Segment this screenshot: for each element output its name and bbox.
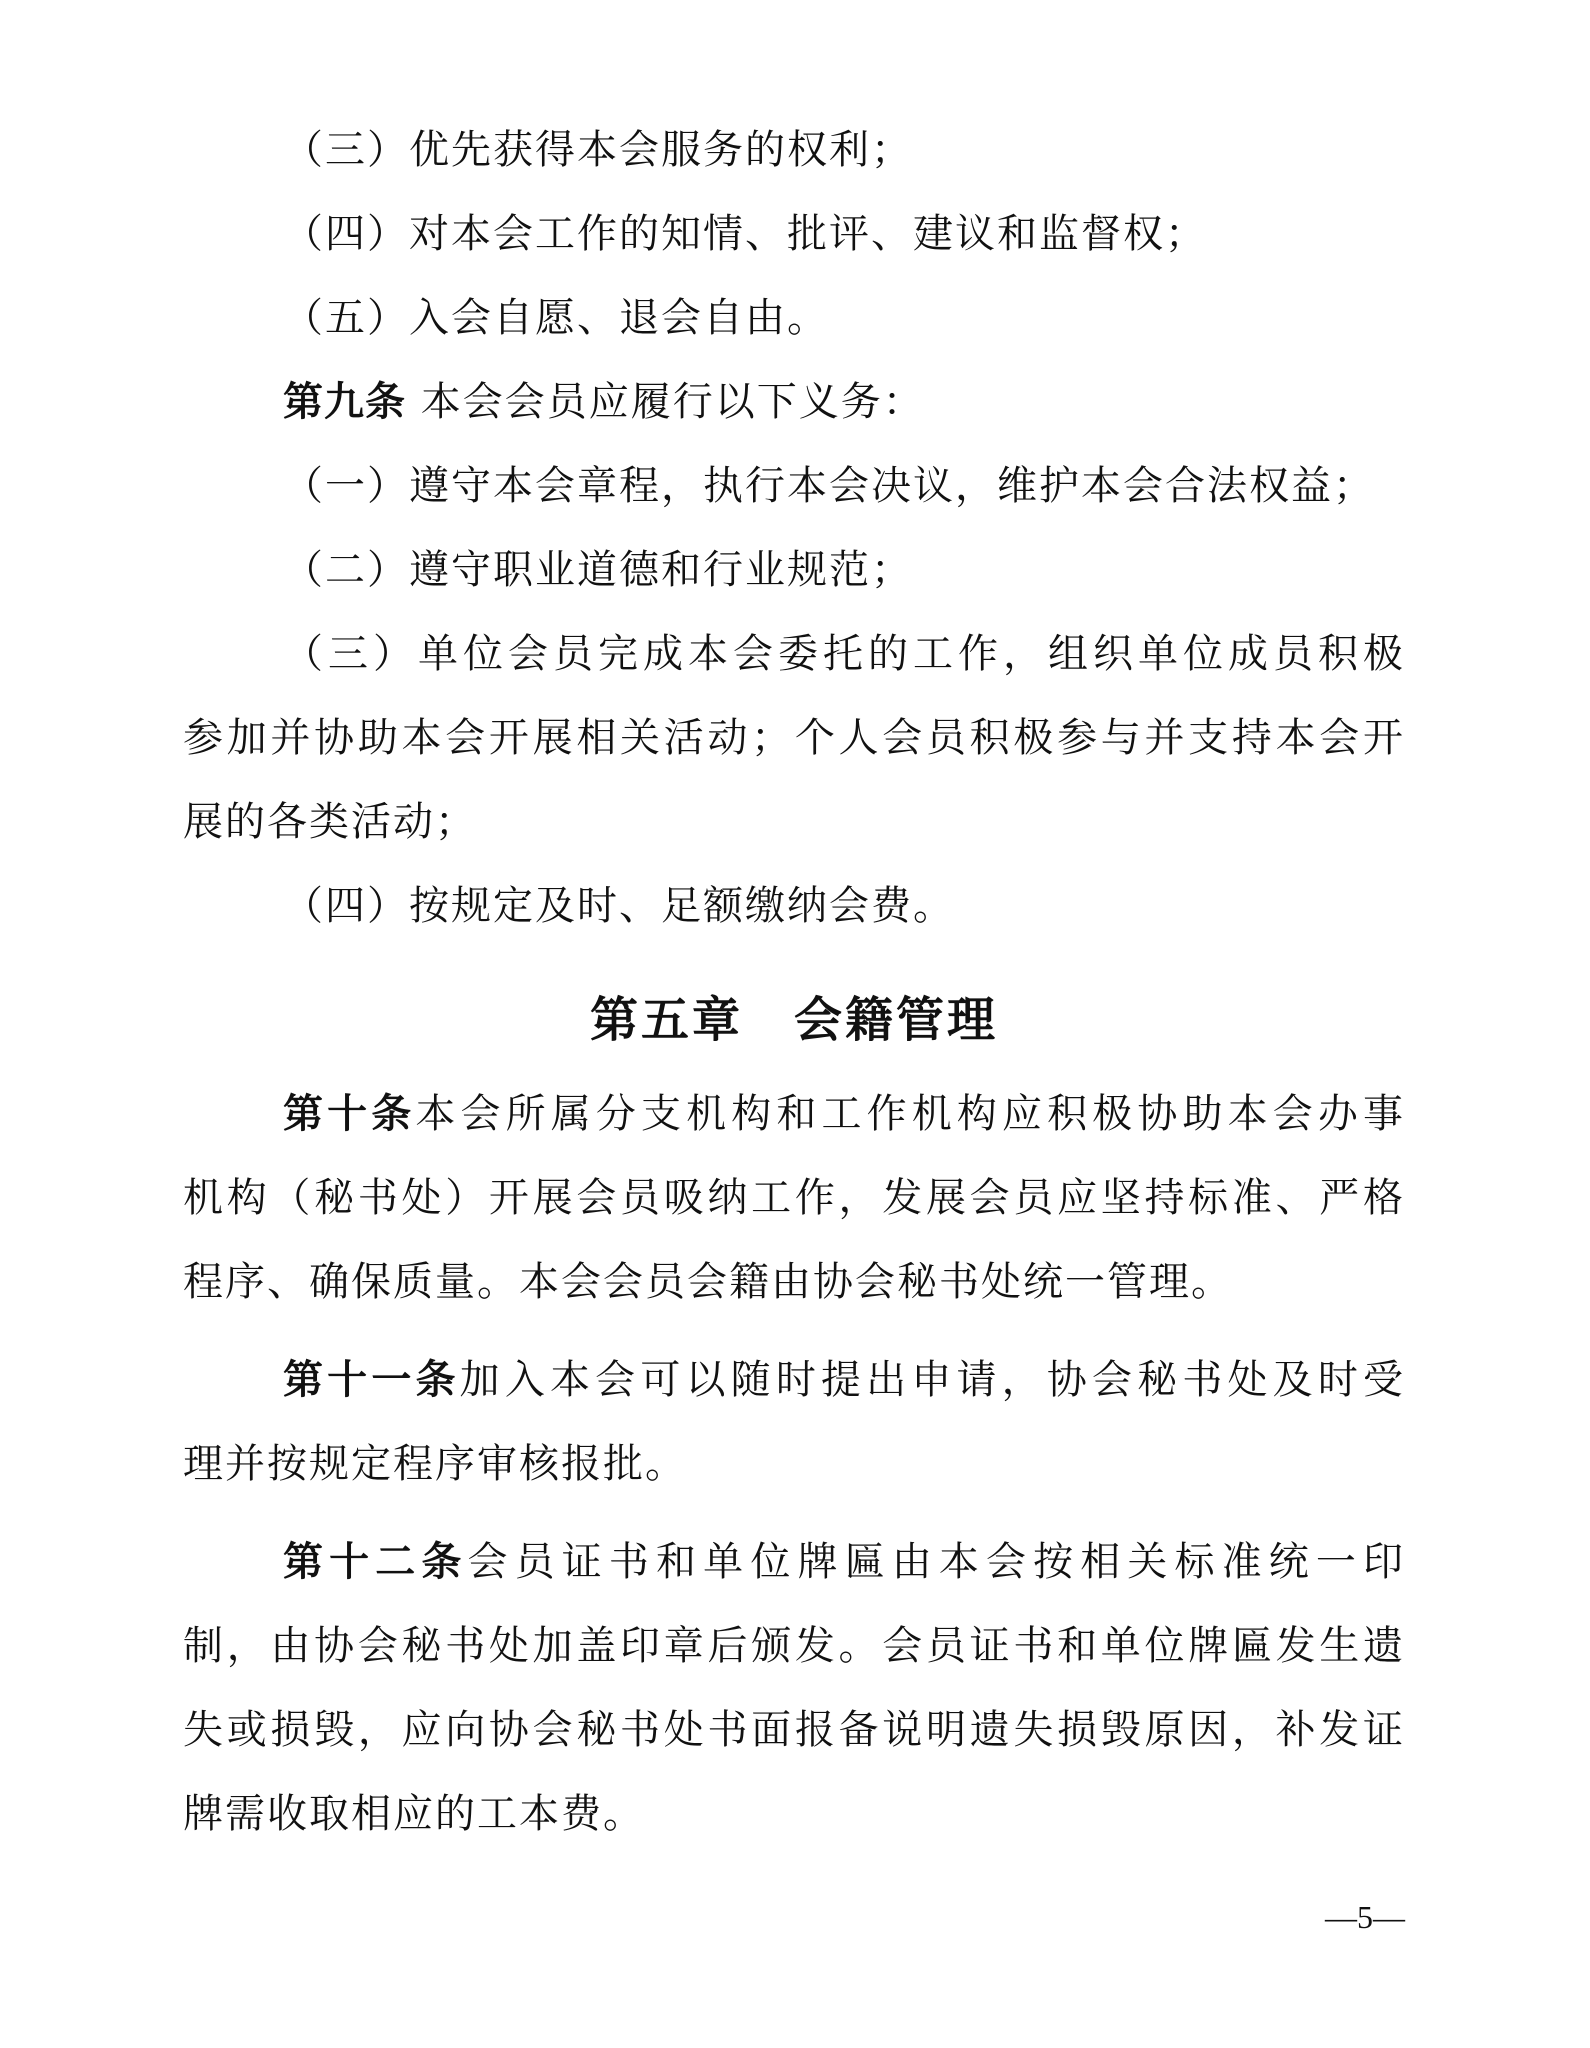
duty-item-1: （一）遵守本会章程，执行本会决议，维护本会合法权益； bbox=[283, 463, 1375, 509]
article-9-title: 第九条 bbox=[283, 379, 406, 425]
article-9 bbox=[183, 360, 1405, 444]
article-12-title: 第十二条 bbox=[283, 1539, 468, 1585]
duty-item-4: （四）按规定及时、足额缴纳会费。 bbox=[283, 883, 955, 929]
document-page bbox=[183, 108, 1405, 1856]
article-9-text: 本会会员应履行以下义务： bbox=[420, 379, 925, 425]
article-10-title: 第十条 bbox=[283, 1091, 416, 1137]
duty-item-2: （二）遵守职业道德和行业规范； bbox=[283, 547, 913, 593]
article-12-line-4: 牌需收取相应的工本费。 bbox=[183, 1791, 645, 1837]
rights-item-4: （四）对本会工作的知情、批评、建议和监督权； bbox=[283, 211, 1207, 257]
article-10-line-2: 机构（秘书处）开展会员吸纳工作，发展会员应坚持标准、严格 bbox=[183, 1175, 1405, 1221]
article-11-text: 加入本会可以随时提出申请，协会秘书处及时受 bbox=[459, 1357, 1406, 1403]
article-11-line-1 bbox=[183, 1338, 1405, 1422]
paragraph-gap bbox=[183, 1506, 1405, 1520]
duty-item-3-line-1: （三）单位会员完成本会委托的工作，组织单位成员积极 bbox=[283, 631, 1405, 677]
rights-item-3: （三）优先获得本会服务的权利； bbox=[283, 127, 913, 173]
article-10-line-1 bbox=[183, 1072, 1405, 1156]
paragraph-gap bbox=[183, 1324, 1405, 1338]
article-12-text: 会员证书和单位牌匾由本会按相关标准统一印 bbox=[467, 1539, 1406, 1585]
article-11-line-2: 理并按规定程序审核报批。 bbox=[183, 1441, 687, 1487]
article-12-line-1 bbox=[183, 1520, 1405, 1604]
chapter-title: 第五章 会籍管理 bbox=[589, 992, 998, 1048]
article-12-line-2: 制，由协会秘书处加盖印章后颁发。会员证书和单位牌匾发生遗 bbox=[183, 1623, 1405, 1669]
page-number: —5— bbox=[1325, 1899, 1405, 1935]
rights-item-5: （五）入会自愿、退会自由。 bbox=[283, 295, 829, 341]
article-11-title: 第十一条 bbox=[283, 1357, 460, 1403]
article-10-text: 本会所属分支机构和工作机构应积极协助本会办事 bbox=[415, 1091, 1405, 1137]
duty-item-3-line-2: 参加并协助本会开展相关活动；个人会员积极参与并支持本会开 bbox=[183, 715, 1405, 761]
article-10-line-3: 程序、确保质量。本会会员会籍由协会秘书处统一管理。 bbox=[183, 1259, 1233, 1305]
duty-item-3-line-3: 展的各类活动； bbox=[183, 799, 477, 845]
article-12-line-3: 失或损毁，应向协会秘书处书面报备说明遗失损毁原因，补发证 bbox=[183, 1707, 1405, 1753]
